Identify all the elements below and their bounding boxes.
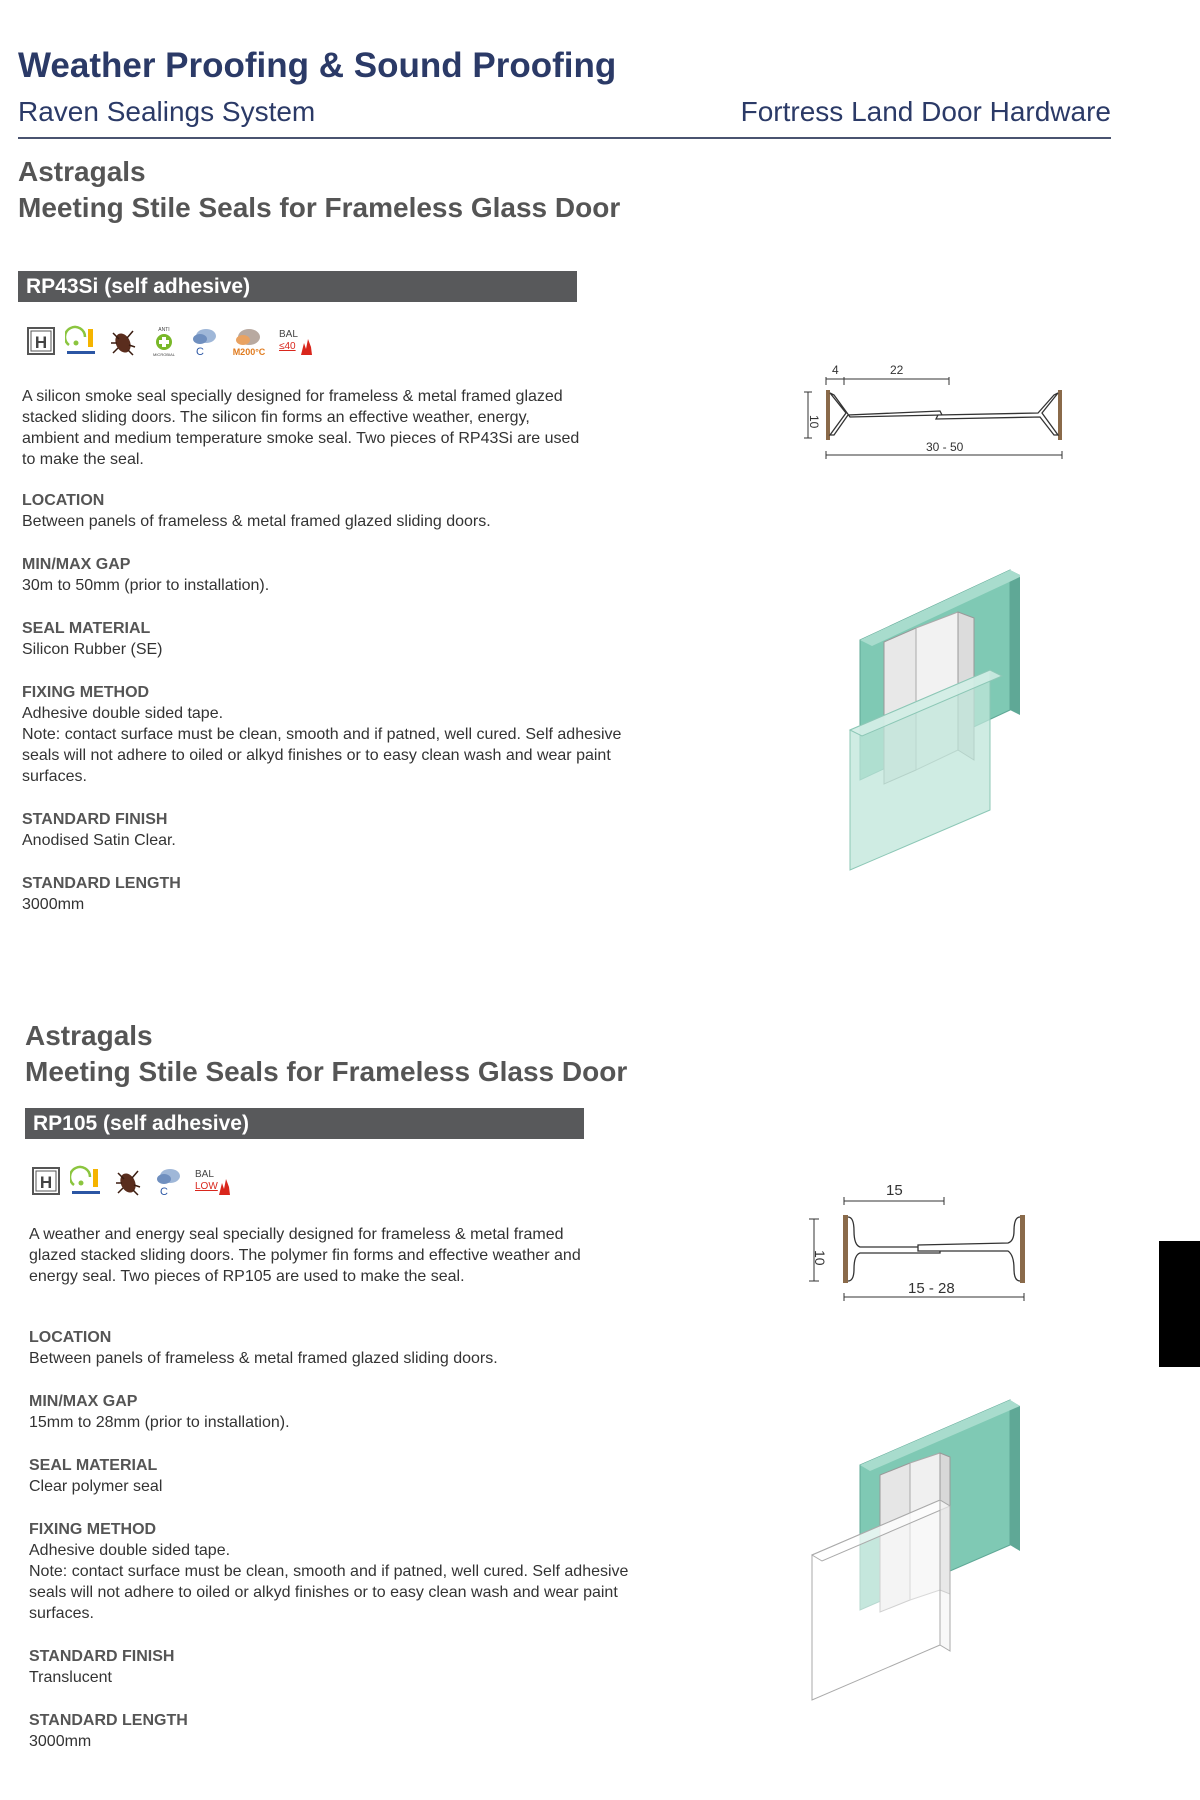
bal-low-icon: [193, 1164, 233, 1197]
spec-label: MIN/MAX GAP: [22, 556, 131, 573]
spec-material: [22, 618, 642, 660]
product-description: A weather and energy seal specially designed for frameless & metal framed glazed stacked sliding doors. The polymer fin forms and effective weather and energy seal. Two pieces of RP105 are used to make the seal.: [29, 1226, 581, 1285]
spec-gap: [29, 1391, 649, 1433]
insect-icon: [106, 324, 139, 357]
spec-material: [29, 1455, 649, 1497]
weather-c-icon: [152, 1164, 185, 1197]
section-category: Astragals: [25, 1020, 153, 1051]
rating-icons: [29, 1164, 233, 1197]
header-divider: [18, 137, 1111, 139]
bal-label: BAL: [279, 328, 298, 340]
spec-fixing: [29, 1519, 649, 1624]
spec-value: Translucent: [29, 1669, 112, 1686]
spec-value: 3000mm: [22, 896, 85, 913]
spec-value: Adhesive double sided tape. Note: contact surface must be clean, smooth and if patned, well cured. Self adhesive seals will not adhere to oiled or alkyd finishes or to easy clean wash and wear paint surfaces.: [22, 705, 622, 785]
spec-finish: [22, 809, 642, 851]
dim-width: 15 - 28: [908, 1280, 955, 1297]
installation-illustration-rp105: [810, 1395, 1030, 1715]
spec-label: SEAL MATERIAL: [29, 1457, 158, 1474]
microbial-label: MICROBIAL: [152, 351, 175, 357]
spec-location: [29, 1327, 649, 1369]
dim-b: 15: [886, 1182, 903, 1199]
page-subtitle: Raven Sealings System: [18, 96, 316, 127]
energy-rating-icon: [70, 1164, 103, 1197]
m200-label: M200°C: [232, 346, 266, 357]
spec-fixing: [22, 682, 642, 787]
section-heading: Meeting Stile Seals for Frameless Glass Door: [25, 1056, 628, 1087]
spec-label: LOCATION: [29, 1329, 112, 1346]
spec-label: LOCATION: [22, 492, 105, 509]
dim-width: 30 - 50: [926, 440, 964, 454]
dim-a: 4: [832, 363, 839, 377]
h-rated-icon: [29, 1164, 62, 1197]
spec-label: STANDARD FINISH: [22, 811, 168, 828]
energy-rating-icon: [65, 324, 98, 357]
bal-rating: LOW: [195, 1180, 218, 1192]
smoke-m200-icon: [229, 324, 269, 357]
spec-length: [29, 1710, 649, 1752]
spec-value: 15mm to 28mm (prior to installation).: [29, 1414, 290, 1431]
spec-value: 3000mm: [29, 1733, 92, 1750]
spec-label: SEAL MATERIAL: [22, 620, 151, 637]
spec-value: Between panels of frameless & metal framed glazed sliding doors.: [29, 1350, 498, 1367]
section-category: Astragals: [18, 156, 146, 187]
rating-icons: [24, 324, 315, 357]
brand-name: Fortress Land Door Hardware: [740, 96, 1111, 127]
spec-value: Clear polymer seal: [29, 1478, 163, 1495]
dim-b: 22: [890, 363, 904, 377]
profile-diagram-rp43si: [790, 355, 1080, 470]
spec-value: Silicon Rubber (SE): [22, 641, 163, 658]
spec-list: [22, 490, 642, 915]
installation-illustration-rp43si: [840, 560, 1020, 880]
spec-label: STANDARD LENGTH: [29, 1712, 188, 1729]
c-label: C: [159, 1185, 168, 1197]
weather-c-icon: [188, 324, 221, 357]
spec-list: [29, 1327, 649, 1752]
svg-text:H: H: [39, 1172, 52, 1192]
spec-label: STANDARD LENGTH: [22, 875, 181, 892]
spec-label: STANDARD FINISH: [29, 1648, 175, 1665]
spec-length: [22, 873, 642, 915]
bal-label: BAL: [195, 1168, 214, 1180]
product-description: A silicon smoke seal specially designed for frameless & metal framed glazed stacked sliding doors. The silicon fin forms an effective weather, energy, ambient and medium temperature smoke seal. Two pieces of RP43Si are used to make the seal.: [22, 388, 580, 468]
insect-icon: [111, 1164, 144, 1197]
product-section-rp43si: [18, 154, 658, 226]
spec-value: Adhesive double sided tape. Note: contact surface must be clean, smooth and if patned, well cured. Self adhesive seals will not adhere to oiled or alkyd finishes or to easy clean wash and wear paint surfaces.: [29, 1542, 629, 1622]
profile-diagram-rp105: [800, 1175, 1040, 1310]
svg-text:H: H: [34, 332, 47, 352]
spec-location: [22, 490, 642, 532]
h-rated-icon: [24, 324, 57, 357]
product-name-bar: RP105 (self adhesive): [25, 1108, 584, 1139]
product-section-rp105: [25, 1018, 665, 1090]
c-label: C: [195, 345, 204, 357]
product-name-bar: RP43Si (self adhesive): [18, 271, 577, 302]
spec-value: Between panels of frameless & metal framed glazed sliding doors.: [22, 513, 491, 530]
spec-gap: [22, 554, 642, 596]
spec-value: Anodised Satin Clear.: [22, 832, 176, 849]
anti-label: ANTI: [157, 326, 170, 333]
bal-40-icon: [277, 324, 315, 357]
spec-label: MIN/MAX GAP: [29, 1393, 138, 1410]
dim-height: 10: [812, 1250, 828, 1266]
page-tab-marker: [1159, 1241, 1200, 1367]
anti-microbial-icon: [147, 324, 180, 357]
section-heading: Meeting Stile Seals for Frameless Glass Door: [18, 192, 621, 223]
page-title: Weather Proofing & Sound Proofing: [18, 46, 617, 85]
spec-finish: [29, 1646, 649, 1688]
spec-label: FIXING METHOD: [29, 1521, 157, 1538]
spec-value: 30m to 50mm (prior to installation).: [22, 577, 270, 594]
bal-rating: ≤40: [279, 340, 296, 352]
spec-label: FIXING METHOD: [22, 684, 150, 701]
dim-height: 10: [807, 415, 821, 429]
